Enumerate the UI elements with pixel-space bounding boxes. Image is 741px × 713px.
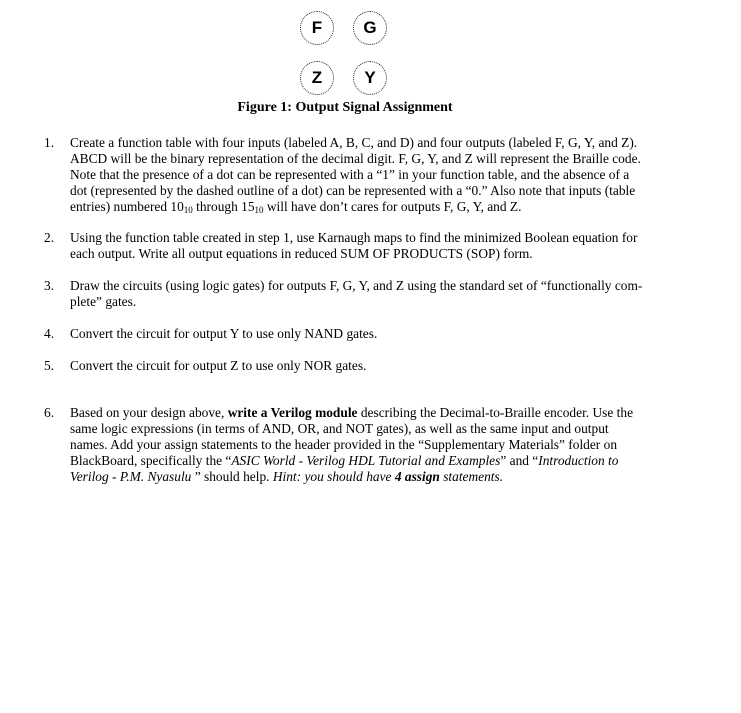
subscript: 10 — [254, 205, 264, 215]
item-line: Convert the circuit for output Z to use only NOR gates. — [70, 358, 367, 373]
text-run: ” and “ — [500, 453, 539, 468]
subscript: 10 — [183, 205, 193, 215]
hint-text-end: statements. — [439, 469, 504, 484]
dot-f-label: F — [311, 18, 323, 37]
item-text — [70, 405, 670, 485]
text-run: through 15 — [192, 199, 255, 214]
item-line: Create a function table with four inputs (labeled A, B, C, and D) and four outputs (labeled F, G, Y, and Z). — [70, 135, 638, 150]
item-line: Note that the presence of a dot can be represented with a “1” in your function table, and the absence of a — [70, 167, 630, 182]
item-text — [70, 230, 670, 262]
item-line: ABCD will be the binary representation of the decimal digit. F, G, Y, and Z will represent the Braille code. — [70, 151, 641, 166]
item-line: each output. Write all output equations in reduced SUM OF PRODUCTS (SOP) form. — [70, 246, 533, 261]
text-run: describing the Decimal-to-Braille encoder. Use the — [357, 405, 634, 420]
item-line: Convert the circuit for output Y to use only NAND gates. — [70, 326, 378, 341]
text-run: BlackBoard, specifically the “ — [70, 453, 232, 468]
item-text — [70, 358, 670, 374]
italic-run: Verilog - P.M. Nyasulu — [70, 469, 192, 484]
item-line — [70, 199, 670, 215]
braille-dot-y — [353, 61, 387, 95]
item-line: dot (represented by the dashed outline of a dot) can be represented with a “0.” Also note that inputs (table — [70, 183, 636, 198]
text-run: will have don’t cares for outputs F, G, Y, and Z. — [263, 199, 522, 214]
item-line — [70, 405, 670, 421]
item-number: 1. — [44, 135, 55, 150]
item-text — [70, 326, 670, 342]
item-number: 3. — [44, 278, 55, 293]
dot-y-label: Y — [364, 68, 376, 87]
item-line: Draw the circuits (using logic gates) for outputs F, G, Y, and Z using the standard set of “functionally com- — [70, 278, 643, 293]
item-line: same logic expressions (in terms of AND, OR, and NOT gates), as well as the same input and output — [70, 421, 609, 436]
braille-dot-g — [353, 11, 387, 45]
text-run: ” should help. — [191, 469, 273, 484]
item-line: names. Add your assign statements to the header provided in the “Supplementary Materials” folder on — [70, 437, 618, 452]
item-line: Using the function table created in step 1, use Karnaugh maps to find the minimized Boolean equation for — [70, 230, 638, 245]
hint-bold-text: 4 assign — [394, 469, 440, 484]
item-line: plete” gates. — [70, 294, 137, 309]
item-text — [70, 135, 670, 215]
dot-z-label: Z — [311, 68, 323, 87]
item-line — [70, 453, 670, 469]
hint-text: Hint: you should have — [272, 469, 395, 484]
braille-dot-z — [300, 61, 334, 95]
figure-caption: Figure 1: Output Signal Assignment — [237, 100, 453, 115]
item-line — [70, 469, 670, 485]
text-run: entries) numbered 10 — [70, 199, 184, 214]
bold-run: write a Verilog module — [227, 405, 358, 420]
dot-g-label: G — [363, 18, 377, 37]
item-number: 2. — [44, 230, 55, 245]
text-run: Based on your design above, — [70, 405, 228, 420]
item-number: 6. — [44, 405, 55, 420]
item-number: 5. — [44, 358, 55, 373]
item-text — [70, 278, 670, 310]
braille-dot-f — [300, 11, 334, 45]
italic-run: Introduction to — [538, 453, 619, 468]
item-number: 4. — [44, 326, 55, 341]
italic-run: ASIC World - Verilog HDL Tutorial and Examples — [231, 453, 501, 468]
